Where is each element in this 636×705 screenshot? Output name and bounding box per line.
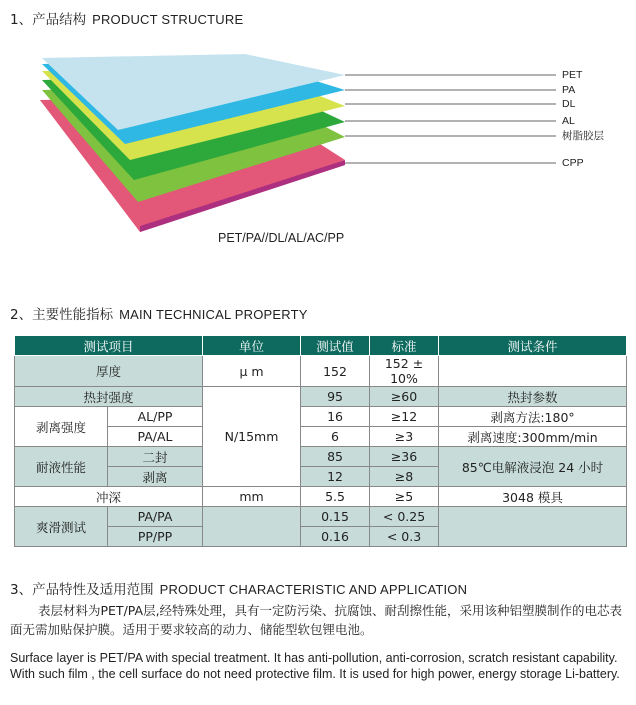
cell-standard: ≥5: [370, 487, 439, 507]
table-row-thickness: [15, 356, 627, 387]
col-header-unit: 单位: [203, 336, 301, 356]
cell-unit-peel: N/15mm: [203, 387, 301, 487]
cell-condition: [439, 507, 627, 547]
cell-sub: PP/PP: [108, 527, 203, 547]
cell-value: 85: [301, 447, 370, 467]
cell-standard: ≥8: [370, 467, 439, 487]
cell-value: 16: [301, 407, 370, 427]
cell-standard: < 0.25: [370, 507, 439, 527]
table-header-row: [15, 336, 627, 356]
cell-standard: 152 ± 10%: [370, 356, 439, 387]
cell-condition: [439, 356, 627, 387]
layer-label-dl: DL: [562, 98, 576, 110]
heading-cn: 1、产品结构: [10, 12, 87, 28]
table-row-depth: [15, 487, 627, 507]
cell-item: 剥离强度: [15, 407, 108, 447]
cell-standard: ≥3: [370, 427, 439, 447]
heading-en: PRODUCT CHARACTERISTIC AND APPLICATION: [159, 582, 468, 597]
heading-cn: 2、主要性能指标: [10, 307, 114, 323]
section-heading-structure: [10, 8, 243, 28]
cell-value: 95: [301, 387, 370, 407]
layer-label-resin: 树脂胶层: [562, 130, 604, 142]
heading-cn: 3、产品特性及适用范围: [10, 582, 154, 598]
application-text-cn: 表层材料为PET/PA层,经特殊处理，具有一定防污染、抗腐蚀、耐刮擦性能，采用该种铝塑膜制作的电芯表面无需加贴保护膜。适用于要求较高的动力、储能型软包锂电池。: [10, 603, 623, 637]
cell-standard: < 0.3: [370, 527, 439, 547]
cell-condition: 85℃电解液浸泡 24 小时: [439, 447, 627, 487]
cell-condition: 剥离速度:300mm/min: [439, 427, 627, 447]
cell-condition: 剥离方法:180°: [439, 407, 627, 427]
layer-label-pet: PET: [562, 69, 583, 81]
layer-structure-diagram: [0, 50, 636, 250]
cell-condition: 热封参数: [439, 387, 627, 407]
application-text-en: Surface layer is PET/PA with special treatment. It has anti-pollution, anti-corrosion, scratch resistant capability. With such film , the cell surface do not need protective film. It is used for high power, energy storage Li-battery.: [10, 651, 620, 681]
table-row-heat-seal: [15, 387, 627, 407]
cell-standard: ≥60: [370, 387, 439, 407]
cell-standard: ≥36: [370, 447, 439, 467]
col-header-standard: 标准: [370, 336, 439, 356]
cell-value: 6: [301, 427, 370, 447]
layer-label-al: AL: [562, 115, 575, 127]
cell-unit: [203, 507, 301, 547]
cell-value: 0.16: [301, 527, 370, 547]
table-row-slip-1: [15, 507, 627, 527]
cell-sub: PA/PA: [108, 507, 203, 527]
cell-sub: PA/AL: [108, 427, 203, 447]
technical-property-table: [14, 336, 627, 547]
cell-sub: 剥离: [108, 467, 203, 487]
cell-sub: AL/PP: [108, 407, 203, 427]
section-heading-technical: [10, 303, 308, 323]
col-header-value: 测试值: [301, 336, 370, 356]
cell-item: 耐液性能: [15, 447, 108, 487]
table-row-liquid-1: [15, 447, 627, 467]
cell-sub: 二封: [108, 447, 203, 467]
cell-value: 5.5: [301, 487, 370, 507]
cell-unit: μ m: [203, 356, 301, 387]
cell-unit: mm: [203, 487, 301, 507]
section-heading-application: [10, 578, 467, 598]
cell-value: 0.15: [301, 507, 370, 527]
cell-value: 12: [301, 467, 370, 487]
layer-leader-lines: [345, 75, 556, 163]
structure-caption: PET/PA//DL/AL/AC/PP: [218, 231, 345, 245]
heading-en: PRODUCT STRUCTURE: [92, 12, 244, 27]
col-header-condition: 测试条件: [439, 336, 627, 356]
cell-standard: ≥12: [370, 407, 439, 427]
layer-label-cpp: CPP: [562, 157, 584, 169]
cell-item: 冲深: [15, 487, 203, 507]
cell-item: 热封强度: [15, 387, 203, 407]
table-row-peel-1: [15, 407, 627, 427]
heading-en: MAIN TECHNICAL PROPERTY: [119, 307, 308, 322]
cell-item: 爽滑测试: [15, 507, 108, 547]
cell-item: 厚度: [15, 356, 203, 387]
col-header-item: 测试项目: [15, 336, 203, 356]
cell-value: 152: [301, 356, 370, 387]
cell-condition: 3048 模具: [439, 487, 627, 507]
layer-label-pa: PA: [562, 84, 576, 96]
